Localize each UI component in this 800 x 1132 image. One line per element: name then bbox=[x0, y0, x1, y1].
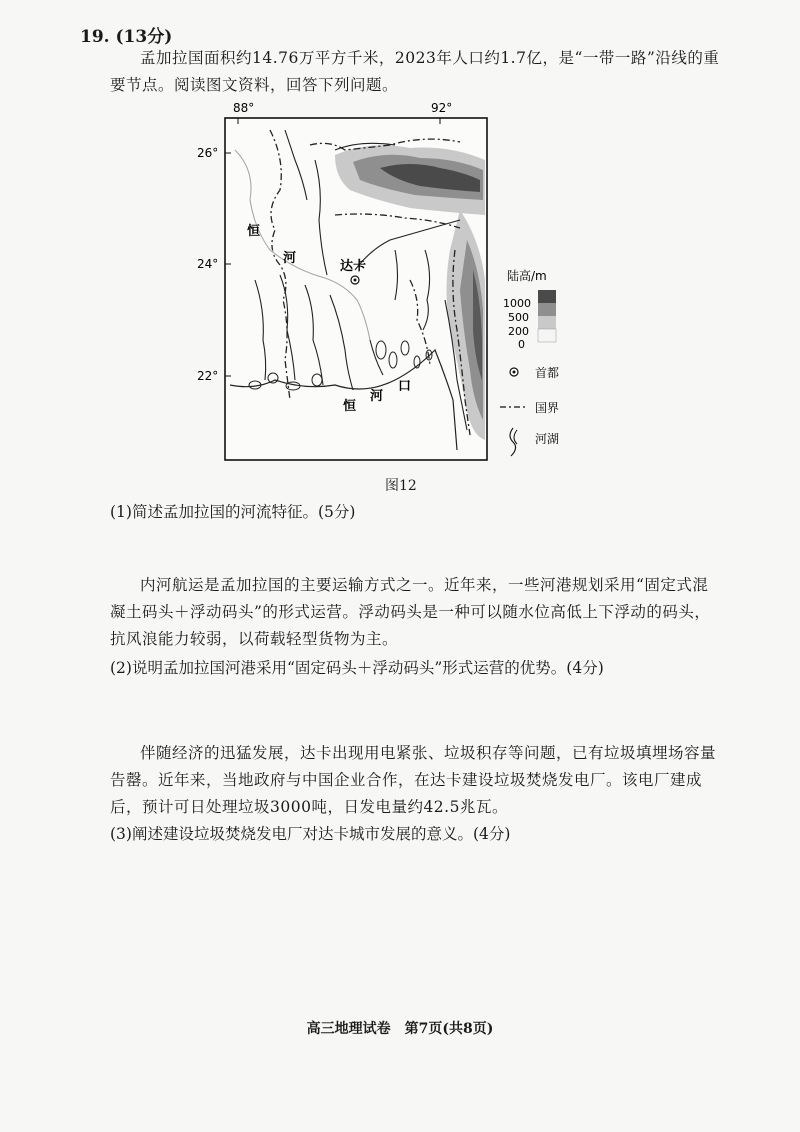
legend-river-label: 河湖 bbox=[535, 432, 560, 446]
lon-label-92: 92° bbox=[431, 101, 453, 115]
label-he: 河 bbox=[283, 251, 297, 266]
capital-label: 达卡 bbox=[340, 259, 367, 274]
question-1: (1)简述孟加拉国的河流特征。(5分) bbox=[110, 503, 356, 521]
estuary-label-3: 口 bbox=[398, 379, 412, 394]
material-3-paragraph: 伴随经济的迅猛发展，达卡出现用电紧张、垃圾积存等问题，已有垃圾填埋场容量告罄。近年来，当地政府与中国企业合作，在达卡建设垃圾焚烧发电厂。该电厂建成后，预计可日处理垃圾3000吨，日发电量约42.5兆瓦。 bbox=[110, 744, 717, 816]
question-points: (13分) bbox=[115, 27, 173, 47]
legend-title: 陆高/m bbox=[507, 269, 547, 283]
legend-border-label: 国界 bbox=[535, 401, 560, 415]
legend-level-1000: 1000 bbox=[503, 297, 531, 310]
lat-label-26: 26° bbox=[197, 146, 219, 160]
lat-label-22: 22° bbox=[197, 369, 219, 383]
legend-level-500: 500 bbox=[508, 311, 529, 324]
legend-capital-label: 首都 bbox=[535, 366, 560, 380]
estuary-label-2: 河 bbox=[370, 389, 384, 404]
estuary-label-1: 恒 bbox=[343, 399, 357, 414]
question-2: (2)说明孟加拉国河港采用“固定码头＋浮动码头”形式运营的优势。(4分) bbox=[110, 659, 604, 677]
legend-river-icon bbox=[510, 428, 516, 456]
lat-label-24: 24° bbox=[197, 257, 219, 271]
legend-swatch-500 bbox=[538, 303, 556, 316]
page-footer: 高三地理试卷 第7页(共8页) bbox=[306, 1021, 494, 1037]
bangladesh-map bbox=[195, 100, 595, 470]
question-3: (3)阐述建设垃圾焚烧发电厂对达卡城市发展的意义。(4分) bbox=[110, 825, 511, 843]
figure-caption: 图12 bbox=[385, 478, 417, 494]
legend-swatch-200 bbox=[538, 316, 556, 329]
question-number-label: 19. bbox=[80, 27, 110, 47]
legend-level-0: 0 bbox=[518, 338, 525, 351]
label-heng: 恒 bbox=[247, 224, 261, 239]
lon-label-88: 88° bbox=[233, 101, 255, 115]
question-number bbox=[80, 22, 172, 47]
material-2-paragraph: 内河航运是孟加拉国的主要运输方式之一。近年来，一些河港规划采用“固定式混凝土码头＋浮动码头”的形式运营。浮动码头是一种可以随水位高低上下浮动的码头，抗风浪能力较弱，以荷载轻型货物为主。 bbox=[110, 576, 711, 648]
intro-paragraph: 孟加拉国面积约14.76万平方千米，2023年人口约1.7亿，是“一带一路”沿线的重要节点。阅读图文资料，回答下列问题。 bbox=[110, 49, 720, 94]
legend-swatch-1000 bbox=[538, 290, 556, 303]
legend-swatch-0 bbox=[538, 329, 556, 342]
map-legend bbox=[500, 268, 559, 456]
legend-level-200: 200 bbox=[508, 325, 529, 338]
map-figure bbox=[195, 100, 595, 470]
